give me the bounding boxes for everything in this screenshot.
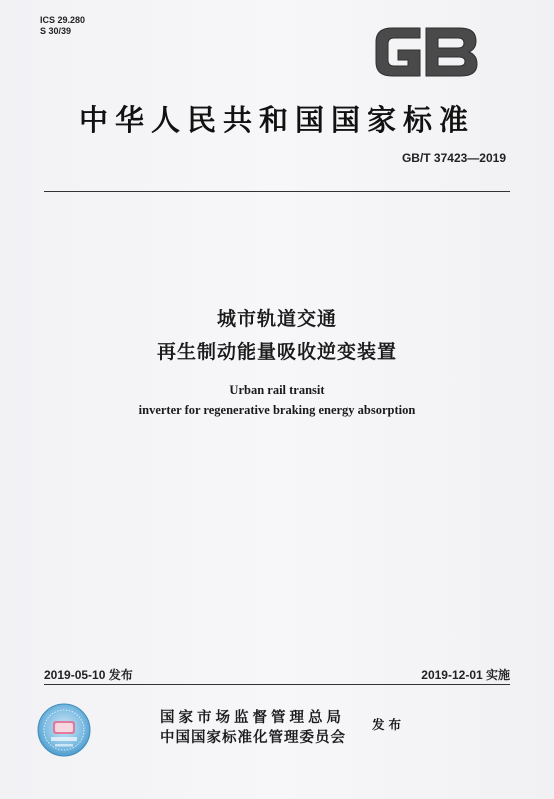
english-title-line2: inverter for regenerative braking energy absorption [138, 403, 416, 417]
top-divider [44, 191, 510, 192]
anti-counterfeit-seal-icon [36, 702, 92, 758]
chinese-title-line2: 再生制动能量吸收逆变装置 [156, 341, 397, 363]
standard-number: GB/T 37423—2019 [401, 151, 506, 165]
national-standard-title: 中华人民共和国国家标准 [78, 103, 475, 137]
ccs-code: S 30/39 [40, 26, 72, 36]
english-title-line1: Urban rail transit [229, 383, 325, 397]
bottom-divider [44, 684, 510, 685]
gb-logo [370, 20, 482, 84]
ics-code: ICS 29.280 [40, 15, 86, 25]
chinese-title-line1: 城市轨道交通 [216, 308, 337, 330]
issuer-samr: 国家市场监督管理总局 [160, 710, 345, 726]
issue-date: 2019-05-10 发布 [44, 668, 133, 682]
issuer-sac: 中国国家标准化管理委员会 [160, 730, 346, 746]
publish-label: 发布 [372, 717, 406, 732]
implementation-date: 2019-12-01 实施 [421, 668, 510, 682]
classification-codes [40, 15, 85, 37]
